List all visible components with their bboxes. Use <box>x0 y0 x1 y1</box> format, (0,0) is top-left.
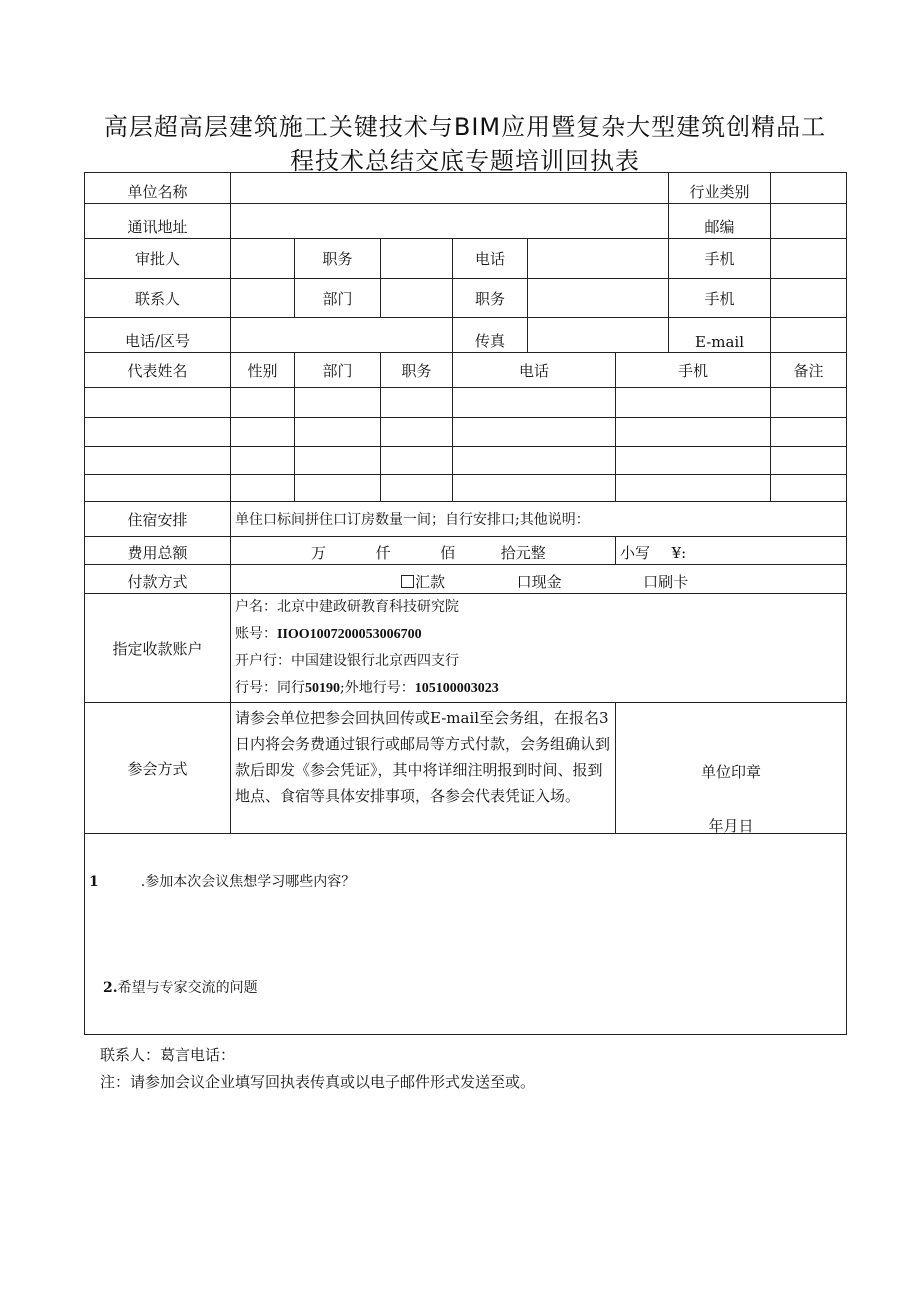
approver-field[interactable] <box>231 239 295 279</box>
attendee-gender-cell[interactable] <box>231 447 295 475</box>
fax-field[interactable] <box>528 318 669 353</box>
account-code-other-label: ;外地行号： <box>340 680 415 696</box>
row-account <box>85 594 847 703</box>
payment-option-transfer[interactable] <box>401 573 445 591</box>
attendee-mobile-cell[interactable] <box>616 475 771 502</box>
attendee-gender-cell[interactable] <box>231 388 295 418</box>
postcode-field[interactable] <box>771 204 847 239</box>
payment-options <box>231 565 847 594</box>
account-bank: 中国建设银行北京西四支行 <box>291 653 459 669</box>
row-phone-fax <box>85 318 847 353</box>
approver-position-field[interactable] <box>381 239 453 279</box>
attendee-row <box>85 418 847 447</box>
fee-amount-figures[interactable] <box>616 537 847 565</box>
attendee-name-cell[interactable] <box>85 388 231 418</box>
attendee-position-cell[interactable] <box>381 475 453 502</box>
header-gender: 性别 <box>231 353 295 388</box>
question-2-number: 2. <box>103 980 118 996</box>
approver-phone-field[interactable] <box>528 239 669 279</box>
row-fee <box>85 537 847 565</box>
attendee-phone-cell[interactable] <box>453 475 616 502</box>
row-contact <box>85 279 847 318</box>
account-name-line <box>235 594 842 621</box>
account-code-label: 行号： <box>235 680 277 696</box>
industry-label: 行业类别 <box>669 173 771 204</box>
phone-area-label: 电话/区号 <box>85 318 231 353</box>
attendee-name-cell[interactable] <box>85 475 231 502</box>
header-position: 职务 <box>381 353 453 388</box>
question-2 <box>103 977 258 997</box>
header-department: 部门 <box>295 353 381 388</box>
industry-field[interactable] <box>771 173 847 204</box>
lodging-options[interactable]: 单住口标间拼住口订房数量一间；自行安排口;其他说明： <box>231 502 847 537</box>
row-payment <box>85 565 847 594</box>
form-title-line2: 程技术总结交底专题培训回执表 <box>290 147 640 175</box>
approver-phone-label: 电话 <box>453 239 528 279</box>
contact-mobile-label: 手机 <box>669 279 771 318</box>
attendee-name-cell[interactable] <box>85 418 231 447</box>
attendee-row <box>85 447 847 475</box>
row-attend <box>85 703 847 834</box>
row-lodging <box>85 502 847 537</box>
attendee-name-cell[interactable] <box>85 447 231 475</box>
attendee-department-cell[interactable] <box>295 447 381 475</box>
attendee-phone-cell[interactable] <box>453 418 616 447</box>
question-1 <box>89 871 355 891</box>
account-name: 北京中建政研教育科技研究院 <box>277 599 459 615</box>
account-code-line <box>235 675 842 702</box>
approver-position-label: 职务 <box>295 239 381 279</box>
form-title-line1: 高层超高层建筑施工关键技术与BIM应用暨复杂大型建筑创精品工 <box>103 113 827 141</box>
payment-option-card[interactable]: 口刷卡 <box>643 573 689 591</box>
attendee-department-cell[interactable] <box>295 418 381 447</box>
lodging-label: 住宿安排 <box>85 502 231 537</box>
attend-instructions: 请参会单位把参会回执回传或E-mail至会务组，在报名3日内将会务费通过银行或邮局等方式付款，会务组确认到款后即发《参会凭证》，其中将详细注明报到时间、报到地点、食宿等具体安排事项，各参会代表凭证入场。 <box>231 703 616 834</box>
header-mobile: 手机 <box>616 353 771 388</box>
form-title <box>80 110 850 178</box>
account-label: 指定收款账户 <box>85 594 231 703</box>
attendee-remarks-cell[interactable] <box>771 475 847 502</box>
question-2-text: 希望与专家交流的问题 <box>117 980 258 996</box>
contact-position-field[interactable] <box>528 279 669 318</box>
account-code-same: 50190 <box>305 681 340 696</box>
account-name-label: 户名： <box>235 599 277 615</box>
attendee-remarks-cell[interactable] <box>771 388 847 418</box>
account-bank-line <box>235 648 842 675</box>
unit-name-label: 单位名称 <box>85 173 231 204</box>
attendee-remarks-cell[interactable] <box>771 418 847 447</box>
header-remarks: 备注 <box>771 353 847 388</box>
question-1-text: .参加本次会议焦想学习哪些内容？ <box>140 874 356 890</box>
registration-form-table <box>84 172 847 1035</box>
attendee-position-cell[interactable] <box>381 447 453 475</box>
attendee-gender-cell[interactable] <box>231 475 295 502</box>
attendee-row <box>85 388 847 418</box>
header-name: 代表姓名 <box>85 353 231 388</box>
attendee-header-row <box>85 353 847 388</box>
attendee-department-cell[interactable] <box>295 475 381 502</box>
header-phone: 电话 <box>453 353 616 388</box>
attendee-position-cell[interactable] <box>381 418 453 447</box>
approver-mobile-label: 手机 <box>669 239 771 279</box>
email-field[interactable] <box>771 318 847 353</box>
approver-mobile-field[interactable] <box>771 239 847 279</box>
row-questions <box>85 834 847 1035</box>
row-address <box>85 204 847 239</box>
row-approver <box>85 239 847 279</box>
contact-department-label: 部门 <box>295 279 381 318</box>
attendee-department-cell[interactable] <box>295 388 381 418</box>
fee-bai: 佰 <box>440 544 456 562</box>
attendee-mobile-cell[interactable] <box>616 418 771 447</box>
row-unit-name <box>85 173 847 204</box>
contact-mobile-field[interactable] <box>771 279 847 318</box>
question-1-number: 1 <box>89 874 99 890</box>
fee-wan: 万 <box>311 544 327 562</box>
unit-name-field[interactable] <box>231 173 669 204</box>
fee-qian: 仟 <box>375 544 391 562</box>
account-code-same-label: 同行 <box>277 680 305 696</box>
attendee-remarks-cell[interactable] <box>771 447 847 475</box>
checkbox-icon <box>401 575 414 588</box>
footer-contact: 联系人：葛言电话： <box>100 1046 236 1064</box>
account-details <box>231 594 847 703</box>
approver-label: 审批人 <box>85 239 231 279</box>
seal-label: 单位印章 <box>700 763 761 781</box>
attendee-phone-cell[interactable] <box>453 447 616 475</box>
payment-option-cash[interactable]: 口现金 <box>516 573 562 591</box>
seal-box <box>616 703 847 834</box>
attendee-position-cell[interactable] <box>381 388 453 418</box>
questions-area[interactable] <box>85 834 847 1035</box>
attendee-gender-cell[interactable] <box>231 418 295 447</box>
contact-department-field[interactable] <box>381 279 453 318</box>
attendee-row <box>85 475 847 502</box>
payment-label: 付款方式 <box>85 565 231 594</box>
account-number: IIOO1007200053006700 <box>277 627 422 642</box>
contact-position-label: 职务 <box>453 279 528 318</box>
account-number-label: 账号： <box>235 626 277 642</box>
fee-xiaoxie: 小写 <box>620 544 651 562</box>
contact-label: 联系人 <box>85 279 231 318</box>
seal-date: 年月日 <box>708 817 754 834</box>
footer-note: 注：请参加会议企业填写回执表传真或以电子邮件形式发送至或。 <box>100 1073 536 1091</box>
fee-yen-sign: ¥: <box>671 544 687 562</box>
account-number-line <box>235 621 842 648</box>
contact-field[interactable] <box>231 279 295 318</box>
fee-shi: 拾元整 <box>500 544 546 562</box>
email-label: E-mail <box>669 318 771 353</box>
postcode-label: 邮编 <box>669 204 771 239</box>
attendee-mobile-cell[interactable] <box>616 388 771 418</box>
fee-label: 费用总额 <box>85 537 231 565</box>
fax-label: 传真 <box>453 318 528 353</box>
payment-option-transfer-label: 汇款 <box>415 573 446 591</box>
fee-amount-words[interactable] <box>231 537 616 565</box>
attend-label: 参会方式 <box>85 703 231 834</box>
attendee-mobile-cell[interactable] <box>616 447 771 475</box>
phone-area-field[interactable] <box>231 318 453 353</box>
address-label: 通讯地址 <box>85 204 231 239</box>
address-field[interactable] <box>231 204 669 239</box>
account-code-other: 105100003023 <box>414 681 499 696</box>
attendee-phone-cell[interactable] <box>453 388 616 418</box>
account-bank-label: 开户行： <box>235 653 291 669</box>
